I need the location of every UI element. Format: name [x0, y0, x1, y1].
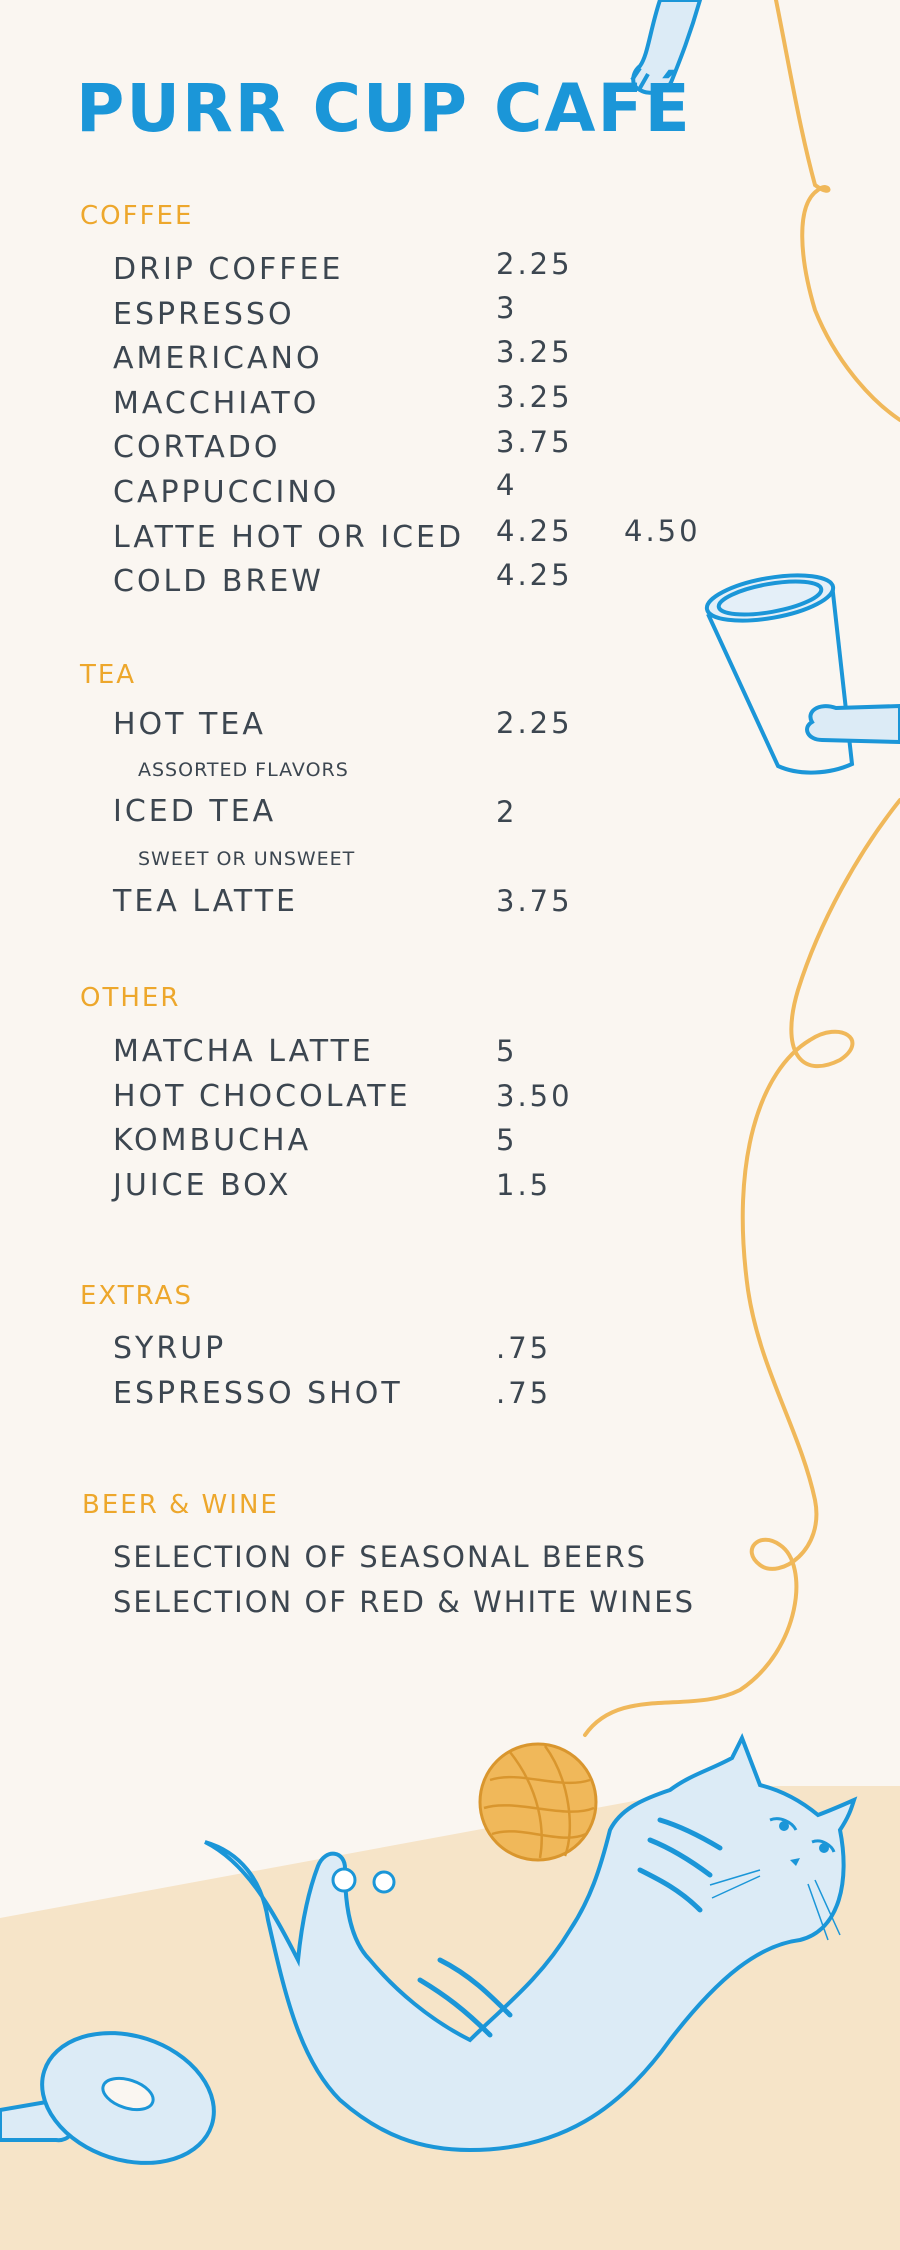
menu-item-note: SWEET OR UNSWEET [138, 848, 356, 870]
menu-item-price-iced: 4.50 [624, 514, 701, 548]
menu-item-price: 3.25 [496, 335, 573, 369]
menu-item-price: 2 [496, 795, 518, 829]
menu-item-name: KOMBUCHA [113, 1123, 312, 1158]
section-heading-coffee: COFFEE [80, 201, 194, 231]
menu-item-name: SELECTION OF SEASONAL BEERS [113, 1540, 648, 1574]
menu-item-name: ESPRESSO SHOT [113, 1376, 403, 1411]
menu-item-name: MATCHA LATTE [113, 1034, 374, 1069]
menu-item-price: .75 [496, 1331, 552, 1365]
menu-item-price: 5 [496, 1123, 518, 1157]
yarn-string-icon [585, 0, 900, 1735]
menu-item-name: TEA LATTE [113, 884, 299, 919]
section-heading-beer-wine: BEER & WINE [82, 1490, 279, 1520]
menu-item-note: ASSORTED FLAVORS [138, 759, 349, 781]
menu-item-price: 4.25 [496, 558, 573, 592]
menu-item-name: SYRUP [113, 1331, 227, 1366]
menu-item-name: DRIP COFFEE [113, 252, 344, 287]
menu-item-price: 3 [496, 291, 518, 325]
menu-item-name: ICED TEA [113, 794, 277, 829]
menu-item-price: 2.25 [496, 247, 573, 281]
menu-item-name: HOT TEA [113, 707, 266, 742]
section-heading-extras: EXTRAS [80, 1281, 193, 1311]
menu-item-name: MACCHIATO [113, 386, 320, 421]
cat-hand-icon [807, 706, 900, 742]
section-heading-other: OTHER [80, 983, 181, 1013]
menu-item-name: JUICE BOX [113, 1168, 292, 1203]
menu-item-price: .75 [496, 1376, 552, 1410]
menu-item-price: 1.5 [496, 1168, 552, 1202]
menu-item-price: 3.25 [496, 380, 573, 414]
page-title: PURR CUP CAFÉ [76, 70, 692, 147]
menu-item-name: ESPRESSO [113, 297, 295, 332]
menu-item-price: 3.75 [496, 425, 573, 459]
menu-item-price: 5 [496, 1034, 518, 1068]
menu-item-price: 4 [496, 468, 518, 502]
menu-item-name: CAPPUCCINO [113, 475, 340, 510]
menu-item-price: 2.25 [496, 706, 573, 740]
menu-item-name: SELECTION OF RED & WHITE WINES [113, 1585, 695, 1619]
menu-item-price: 3.75 [496, 884, 573, 918]
menu-item-price: 4.25 [496, 514, 573, 548]
yarn-ball-icon [480, 1744, 596, 1860]
section-heading-tea: TEA [80, 660, 137, 690]
menu-item-name: HOT CHOCOLATE [113, 1079, 411, 1114]
menu-item-name: COLD BREW [113, 564, 324, 599]
menu-item-name: LATTE HOT OR ICED [113, 520, 465, 555]
menu-item-price: 3.50 [496, 1079, 573, 1113]
menu-item-name: AMERICANO [113, 341, 323, 376]
menu-item-name: CORTADO [113, 430, 281, 465]
